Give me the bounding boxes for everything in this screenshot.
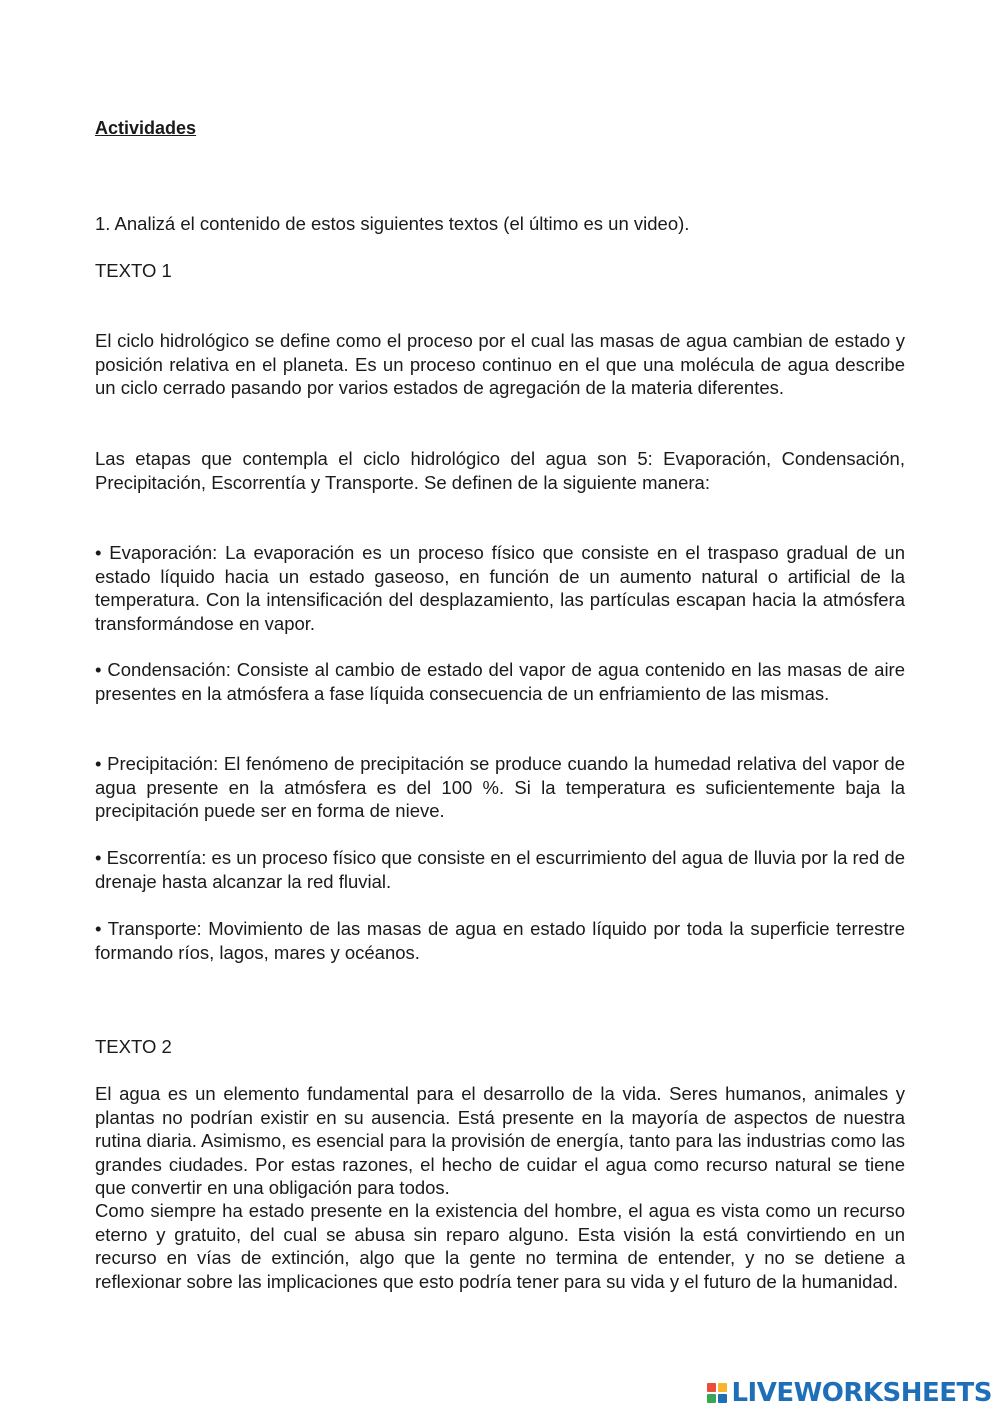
logo-mark-icon — [707, 1383, 727, 1403]
transporte-bullet: • Transporte: Movimiento de las masas de agua en estado líquido por toda la superficie terrestre formando ríos, lagos, mares y océanos. — [95, 918, 905, 963]
text1-intro-paragraph: El ciclo hidrológico se define como el proceso por el cual las masas de agua cambian de estado y posición relativa en el planeta. Es un proceso continuo en el que una molécula de agua describe un ciclo cerrado pasando por varios estados de agregación de la materia diferentes. — [95, 330, 905, 398]
logo-text: LIVEWORKSHEETS — [731, 1378, 992, 1408]
text2-paragraph-1: El agua es un elemento fundamental para el desarrollo de la vida. Seres humanos, animales y plantas no podrían existir en su ausencia. Está presente en la mayoría de aspectos de nuestra rutina diaria. Asimismo, es esencial para la provisión de energía, tanto para las industrias como las grandes ciudades. Por estas razones, el hecho de cuidar el agua como recurso natural se tiene que convertir en una obligación para todos. — [95, 1083, 905, 1198]
escorrentia-bullet: • Escorrentía: es un proceso físico que consiste en el escurrimiento del agua de lluvia por la red de drenaje hasta alcanzar la red fluvial. — [95, 847, 905, 892]
text1-label: TEXTO 1 — [95, 260, 172, 281]
logo-square-red — [707, 1383, 716, 1392]
logo-square-green — [707, 1394, 716, 1403]
liveworksheets-logo[interactable] — [707, 1378, 992, 1408]
text1-stages-paragraph: Las etapas que contempla el ciclo hidrológico del agua son 5: Evaporación, Condensación, Precipitación, Escorrentía y Transporte. Se definen de la siguiente manera: — [95, 448, 905, 493]
page-title: Actividades — [95, 118, 197, 138]
logo-square-yellow — [718, 1383, 727, 1392]
instruction-text: 1. Analizá el contenido de estos siguientes textos (el último es un video). — [95, 213, 690, 234]
text2-paragraph-2: Como siempre ha estado presente en la existencia del hombre, el agua es vista como un recurso eterno y gratuito, del cual se abusa sin reparo alguno. Esta visión la está convirtiendo en un recurso en vías de extinción, algo que la gente no termina de entender, y no se detiene a reflexionar sobre las implicaciones que esto podría tener para su vida y el futuro de la humanidad. — [95, 1200, 905, 1292]
logo-square-blue — [718, 1394, 727, 1403]
text2-label: TEXTO 2 — [95, 1036, 172, 1057]
evaporacion-bullet: • Evaporación: La evaporación es un proceso físico que consiste en el traspaso gradual de un estado líquido hacia un estado gaseoso, en función de un aumento natural o artificial de la temperatura. Con la intensificación del desplazamiento, las partículas escapan hacia la atmósfera transformándose en vapor. — [95, 542, 905, 634]
precipitacion-bullet: • Precipitación: El fenómeno de precipitación se produce cuando la humedad relativa del vapor de agua presente en la atmósfera es del 100 %. Si la temperatura es suficientemente baja la precipitación puede ser en forma de nieve. — [95, 753, 905, 821]
condensacion-bullet: • Condensación: Consiste al cambio de estado del vapor de agua contenido en las masas de aire presentes en la atmósfera a fase líquida consecuencia de un enfriamiento de las mismas. — [95, 659, 905, 704]
